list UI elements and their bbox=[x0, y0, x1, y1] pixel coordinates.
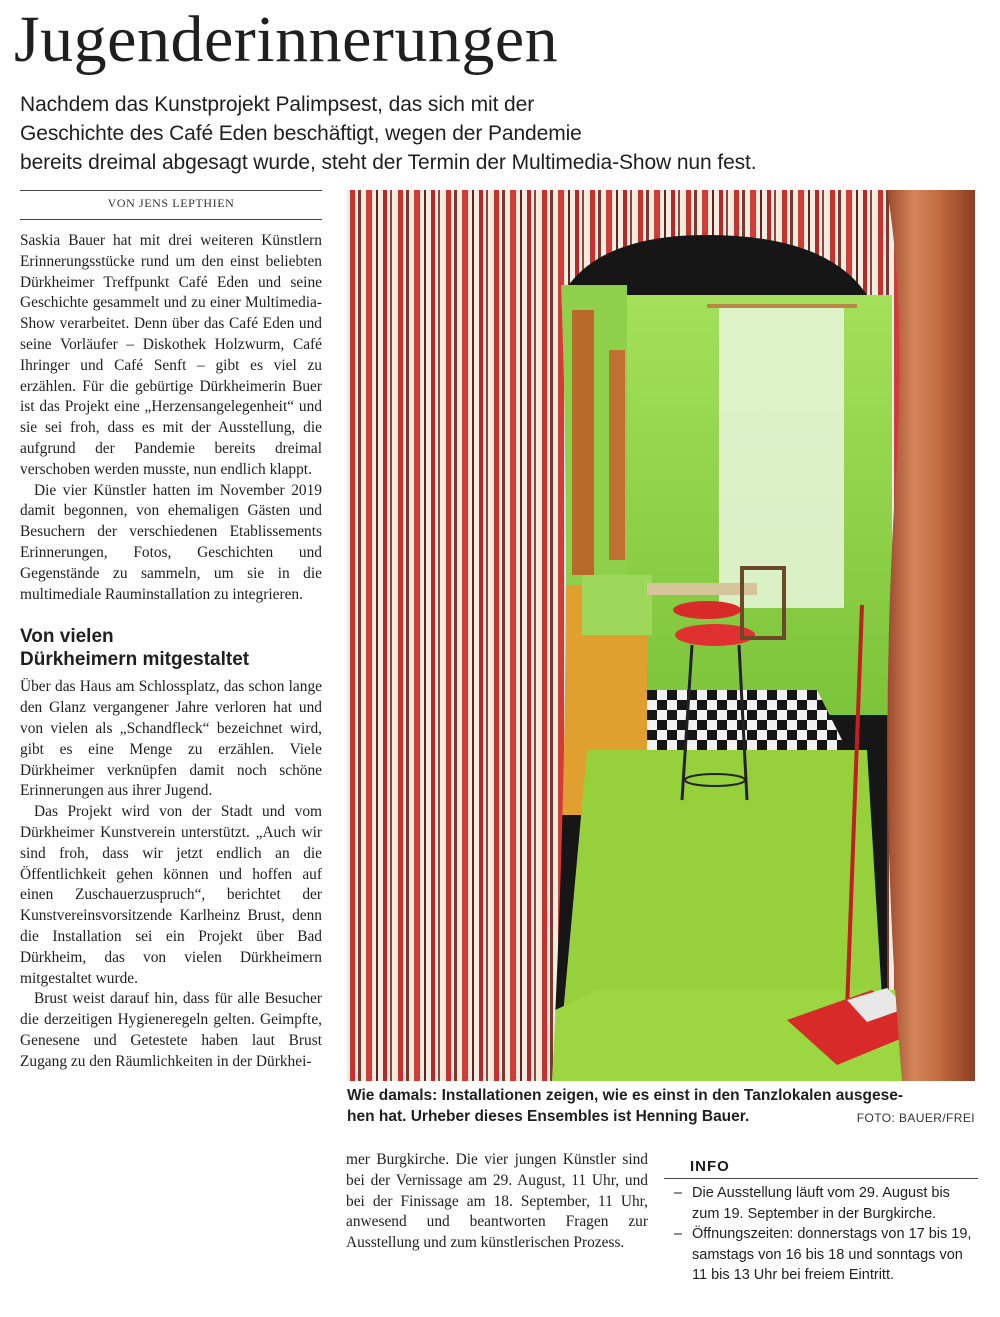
body-paragraph: Saskia Bauer hat mit drei weiteren Künstlern Erinnerungsstücke rund um den einst beliebten Dürkheimer Treffpunkt Café Eden und seine Geschichte gesammelt und zu einer Multimedia-Show verarbeitet. Denn über das Café Eden und seine Vorläufer – Diskothek Holzwurm, Café Ihringer und Café Senft – gibt es viel zu erzählen. Für die gebürtige Dürkheimerin Buer ist das Projekt eine „Herzensangelegenheit“ und sie sei froh, dass es mit der Ausstellung, die aufgrund der Pandemie bereits dreimal verschoben werden musste, nun endlich klappt. bbox=[20, 232, 322, 478]
info-title: INFO bbox=[664, 1158, 978, 1179]
body-paragraph: mer Burgkirche. Die vier jungen Künstler sind bei der Vernissage am 29. August, 11 Uhr, und bei der Finissage am 18. September, 11 Uhr, anwesend und beantworten Fragen zur Ausstellung und zum künstlerischen Prozess. bbox=[346, 1151, 648, 1252]
dash-icon: – bbox=[674, 1226, 683, 1242]
info-item-text: Die Ausstellung läuft vom 29. August bis zum 19. September in der Burgkirche. bbox=[692, 1185, 950, 1222]
subheading-line: Von vielen bbox=[20, 626, 114, 648]
byline: VON JENS LEPTHIEN bbox=[107, 196, 235, 210]
info-item bbox=[664, 1224, 978, 1286]
info-item-text: Öffnungszeiten: donnerstags von 17 bis 19, samstags von 16 bis 18 und sonntags von 11 bis 13 Uhr bei freiem Eintritt. bbox=[692, 1226, 972, 1283]
subheading-line: Dürkheimern mitgestaltet bbox=[20, 649, 250, 671]
subheadline-line: bereits dreimal abgesagt wurde, steht der Termin der Multimedia-Show nun fest. bbox=[20, 151, 757, 174]
body-paragraph: Über das Haus am Schlossplatz, das schon lange den Glanz vergangener Jahre verloren hat und von vielen als „Schandfleck“ bezeichnet wird, gibt es eine Menge zu erzählen. Viele Dürkheimer verknüpfen damit noch schöne Erinnerungen aus ihrer Jugend. bbox=[20, 678, 322, 800]
article-column-continuation bbox=[346, 1150, 648, 1254]
info-list bbox=[664, 1183, 978, 1286]
caption-line: Wie damals: Installationen zeigen, wie es einst in den Tanzlokalen ausgese- bbox=[347, 1087, 904, 1104]
body-paragraph: Brust weist darauf hin, dass für alle Besucher die derzeitigen Hygieneregeln gelten. Geimpfte, Genesene und Getestete haben laut Brust Zugang zu den Räumlichkeiten in der Dürkhei- bbox=[20, 990, 322, 1070]
article-column-left bbox=[20, 231, 322, 1072]
headline: Jugenderinnerungen bbox=[14, 3, 559, 76]
subheadline-line: Nachdem das Kunstprojekt Palimpsest, das sich mit der bbox=[20, 93, 535, 116]
body-paragraph: Die vier Künstler hatten im November 2019 damit begonnen, von ehemaligen Gästen und Besuchern der verschiedenen Etablissements Erinnerungen, Fotos, Geschichten und Gegenstände zu sammeln, um sie in die multimediale Rauminstallation zu integrieren. bbox=[20, 481, 322, 603]
dash-icon: – bbox=[674, 1185, 683, 1201]
photo-credit: FOTO: BAUER/FREI bbox=[856, 1111, 975, 1125]
info-box bbox=[664, 1158, 978, 1286]
subheadline bbox=[20, 90, 980, 177]
section-subheading bbox=[20, 625, 322, 671]
body-paragraph: Das Projekt wird von der Stadt und vom Dürkheimer Kunstverein unterstützt. „Auch wir sind froh, dass wir jetzt endlich an die Öffentlichkeit gehen können und hoffen auf einen Zuschauerzuspruch“, berichtet der Kunstvereinsvorsitzende Karlheinz Brust, denn die Installation sei ein Projekt über Bad Dürkheim, das von vielen Dürkheimern mitgestaltet wurde. bbox=[20, 803, 322, 987]
byline-rule-bottom bbox=[20, 219, 322, 220]
article-photo bbox=[347, 190, 975, 1081]
caption-line: hen hat. Urheber dieses Ensembles ist Henning Bauer. bbox=[347, 1108, 750, 1125]
info-item bbox=[664, 1183, 978, 1224]
byline-rule-top bbox=[20, 190, 322, 191]
subheadline-line: Geschichte des Café Eden beschäftigt, wegen der Pandemie bbox=[20, 122, 582, 145]
